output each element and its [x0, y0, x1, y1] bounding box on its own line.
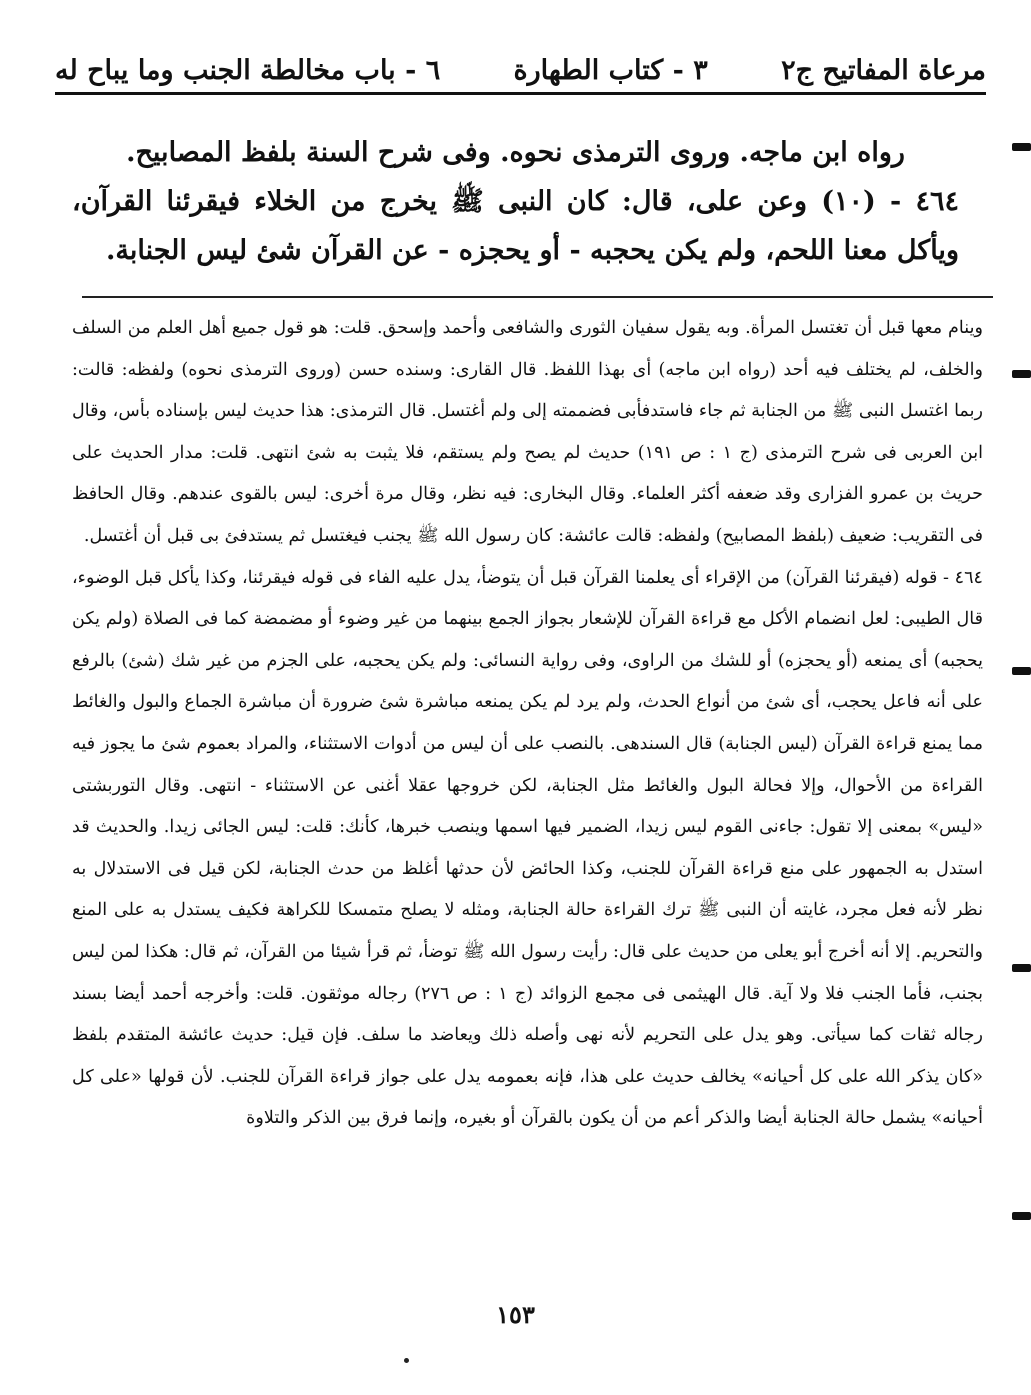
page-number: ١٥٣: [496, 1300, 535, 1329]
commentary-text: [72, 308, 983, 1140]
header-section-title: ٦ - باب مخالطة الجنب وما يباح له: [55, 55, 441, 86]
binding-mark: [1012, 1212, 1031, 1220]
hadith-464: ٤٦٤ - (١٠) وعن على، قال: كان النبى ﷺ يخرج من الخلاء فيقرئنا القرآن، ويأكل معنا اللحم، ولم يكن يحجبه - أو يحجزه - عن القرآن شئ ليس الجنابة.: [72, 186, 959, 266]
binding-mark: [1012, 143, 1031, 151]
header-book-chapter: ٣ - كتاب الطهارة: [513, 55, 708, 86]
binding-mark: [1012, 964, 1031, 972]
scan-speck: [404, 1358, 409, 1363]
section-divider: [82, 296, 993, 298]
binding-mark: [1012, 370, 1031, 378]
hadith-text: [72, 128, 959, 275]
commentary-paragraph-464: ٤٦٤ - قوله (فيقرئنا القرآن) من الإقراء أى يعلمنا القرآن قبل أن يتوضأ، يدل عليه الفاء فى قوله فيقرئنا، وكذا يأكل قبل الوضوء، قال الطيبى: لعل انضمام الأكل مع قراءة القرآن للإشعار بجواز الجمع بينهما من غير وضوء أو مضمضة كما فى الصلاة (ولم يكن يحجبه) أى يمنعه (أو يحجزه) أو للشك من الراوى، وفى رواية النسائى: ولم يكن يحجبه، على الجزم من غير شك (شئ) بالرفع على أنه فاعل يحجب، أى شئ من أنواع الحدث، ولم يرد لم يكن يمنعه مباشرة شئ ضرورة أن مباشرة الجماع والبول والغائط مما يمنع قراءة القرآن (ليس الجنابة) قال السندهى. بالنصب على أن ليس من أدوات الاستثناء، والمراد بعموم شئ ما يجوز فيه القراءة من الأحوال، وإلا فحالة البول والغائط مثل الجنابة، لكن خروجها عقلا أغنى عن الاستثناء - انتهى. وقال التوربشتى «ليس» بمعنى إلا تقول: جاءنى القوم ليس زيدا، الضمير فيها اسمها وينصب خبرها، كأنك: قلت: ليس الجائى زيدا. والحديث قد استدل به الجمهور على منع قراءة القرآن للجنب، وكذا الحائض لأن حدثها أغلظ من حدث الجنابة، لكن قيل فى الاستدلال به نظر لأنه فعل مجرد، غايته أن النبى ﷺ ترك القراءة حالة الجنابة، ومثله لا يصلح متمسكا للكراهة فكيف يستدل به على المنع والتحريم. إلا أنه أخرج أبو يعلى من حديث على قال: رأيت رسول الله ﷺ توضأ، ثم قرأ شيئا من القرآن، ثم قال: هكذا لمن ليس بجنب، فأما الجنب فلا ولا آية. قال الهيثمى فى مجمع الزوائد (ج ١ : ص ٢٧٦) رجاله موثقون. قلت: وأخرجه أحمد أيضا بسند رجاله ثقات كما سيأتى. وهو يدل على التحريم لأنه نهى وأصله ذلك ويعاضد ما سلف. فإن قيل: حديث عائشة المتقدم بلفظ «كان يذكر الله على كل أحيانه» يخالف حديث على هذا، فإنه بعمومه يدل على جواز قراءة القرآن للجنب. لأن قولها «على كل أحيانه» يشمل حالة الجنابة أيضا والذكر أعم من أن يكون بالقرآن أو بغيره، وإنما فرق بين الذكر والتلاوة: [72, 567, 984, 1129]
binding-mark: [1012, 667, 1031, 675]
commentary-paragraph-previous: وينام معها قبل أن تغتسل المرأة. وبه يقول سفيان الثورى والشافعى وأحمد وإسحق. قلت: هو قول جميع أهل العلم من السلف والخلف، لم يختلف فيه أحد (رواه ابن ماجه) أى بهذا اللفظ. قال القارى: وسنده حسن (وروى الترمذى نحوه) ولفظه: قالت: ربما اغتسل النبى ﷺ من الجنابة ثم جاء فاستدفأبى فضممته إلى ولم أغتسل. قال الترمذى: هذا حديث ليس بإسناده بأس، وقال ابن العربى فى شرح الترمذى (ج ١ : ص ١٩١) حديث لم يصح ولم يستقم، فلا يثبت به شئ انتهى. قلت: مدار الحديث على حريث بن عمرو الفزارى وقد ضعفه أكثر العلماء. وقال البخارى: فيه نظر، وقال مرة أخرى: ليس بالقوى عندهم. وقال الحافظ فى التقريب: ضعيف (بلفظ المصابيح) ولفظه: قالت عائشة: كان رسول الله ﷺ يجنب فيغتسل ثم يستدفئ بى قبل أن أغتسل.: [72, 318, 983, 546]
hadith-attribution: رواه ابن ماجه. وروى الترمذى نحوه. وفى شرح السنة بلفظ المصابيح.: [126, 137, 905, 168]
running-header: [55, 40, 986, 95]
header-book-volume: مرعاة المفاتيح ج٢: [781, 55, 986, 86]
